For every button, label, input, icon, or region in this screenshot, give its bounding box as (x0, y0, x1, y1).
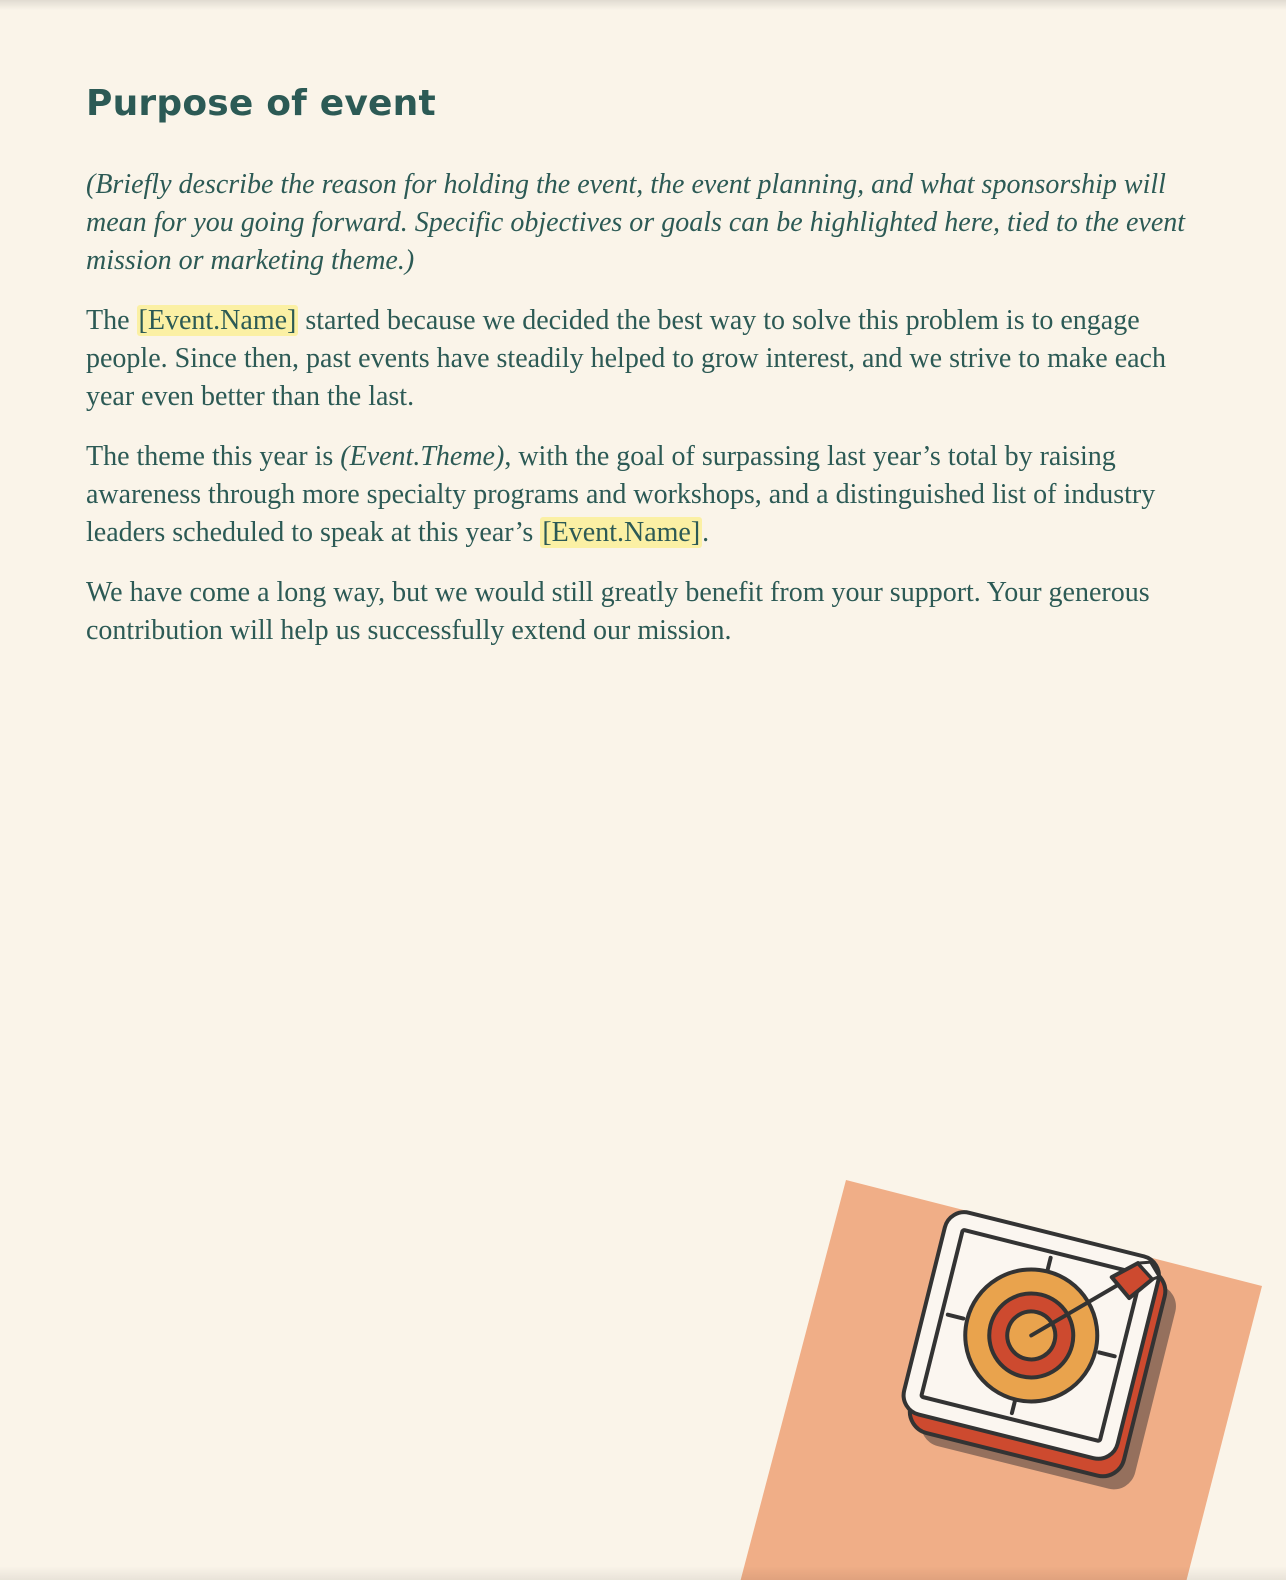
paragraph-theme-middle: , with the goal of surpassing last year’s total by raising awareness through more specialty programs and workshops, and a distinguished list of industry leaders scheduled to speak at this year’s (86, 441, 1156, 548)
page-bottom-shadow (0, 1566, 1286, 1580)
event-theme-placeholder: (Event.Theme) (340, 441, 505, 472)
paragraph-history-after: started because we decided the best way to solve this problem is to engage people. Since then, past events have steadily helped to grow interest, and we strive to make each year even better than the last. (86, 305, 1166, 412)
content-area (86, 80, 1206, 672)
page-top-shadow (0, 0, 1286, 10)
event-name-placeholder[interactable]: [Event.Name] (138, 305, 297, 336)
paragraph-theme (86, 438, 1206, 552)
paragraph-history-before: The (86, 305, 130, 336)
paragraph-theme-before: The theme this year is (86, 441, 334, 472)
event-name-placeholder[interactable]: [Event.Name] (542, 517, 701, 548)
intro-paragraph: (Briefly describe the reason for holding the event, the event planning, and what sponsorship will mean for you going forward. Specific objectives or goals can be highlighted here, tied to the event mission or marketing theme.) (86, 169, 1186, 276)
paragraph-support: We have come a long way, but we would still greatly benefit from your support. Your generous contribution will help us successfully extend our mission. (86, 577, 1150, 646)
target-illustration (740, 1170, 1286, 1580)
page-title: Purpose of event (86, 83, 436, 124)
paragraph-theme-after: . (702, 517, 710, 548)
paragraph-history (86, 302, 1206, 416)
